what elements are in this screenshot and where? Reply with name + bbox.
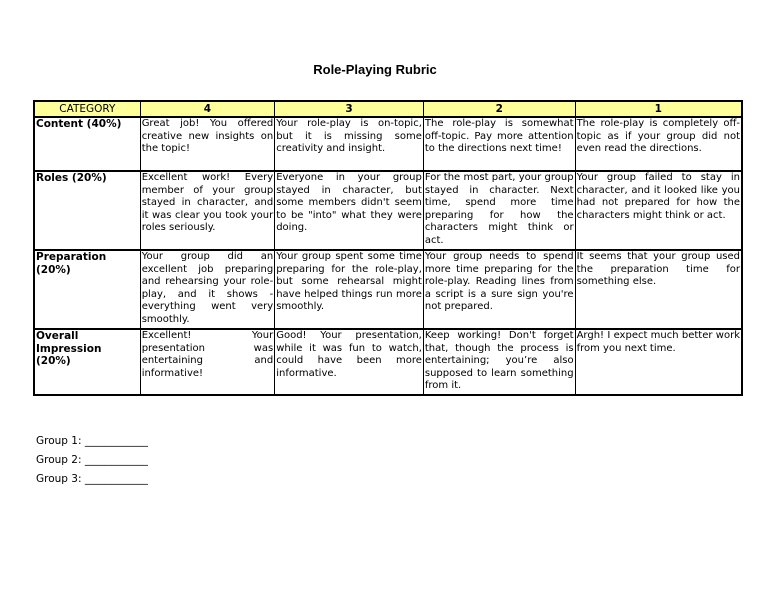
table-cell: Excellent! Your presentation was entertaining and informative! [140,329,275,395]
table-cell: Keep working! Don't forget that, though the process is entertaining; you’re also supposed to learn something from it. [423,329,575,395]
category-cell: Preparation (20%) [34,250,140,329]
header-category: CATEGORY [34,101,140,117]
header-score-4: 4 [140,101,275,117]
group-2-line: Group 2: ____________ [36,454,148,466]
table-row [34,329,742,395]
category-cell: Content (40%) [34,117,140,171]
group-3-line: Group 3: ____________ [36,473,148,485]
header-score-3: 3 [275,101,424,117]
table-cell: The role-play is completely off-topic as if your group did not even read the directions. [575,117,742,171]
table-cell: Your group failed to stay in character, and it looked like you had not prepared for how the characters might think or act. [575,171,742,250]
table-cell: The role-play is somewhat off-topic. Pay more attention to the directions next time! [423,117,575,171]
table-cell: Great job! You offered creative new insights on the topic! [140,117,275,171]
table-cell: Excellent work! Every member of your group stayed in character, and it was clear you took your roles seriously. [140,171,275,250]
table-cell: Argh! I expect much better work from you next time. [575,329,742,395]
table-row [34,171,742,250]
table-cell: Your group did an excellent job preparing and rehearsing your role-play, and it shows - everything went very smoothly. [140,250,275,329]
page-title: Role-Playing Rubric [313,62,437,77]
header-score-2: 2 [423,101,575,117]
table-cell: It seems that your group used the preparation time for something else. [575,250,742,329]
table-cell: Your group spent some time preparing for the role-play, but some rehearsal might have helped things run more smoothly. [275,250,424,329]
rubric-table [33,100,743,396]
table-row [34,250,742,329]
table-row [34,117,742,171]
header-score-1: 1 [575,101,742,117]
table-cell: Good! Your presentation, while it was fun to watch, could have been more informative. [275,329,424,395]
group-1-line: Group 1: ____________ [36,435,148,447]
header-row [34,101,742,117]
category-cell: Roles (20%) [34,171,140,250]
table-cell: Everyone in your group stayed in character, but some members didn't seem to be "into" what they were doing. [275,171,424,250]
table-cell: Your group needs to spend more time preparing for the role-play. Reading lines from a script is a sure sign you're not prepared. [423,250,575,329]
table-cell: For the most part, your group stayed in character. Next time, spend more time preparing for how the characters might think or act. [423,171,575,250]
category-cell: Overall Impression (20%) [34,329,140,395]
table-cell: Your role-play is on-topic, but it is missing some creativity and insight. [275,117,424,171]
